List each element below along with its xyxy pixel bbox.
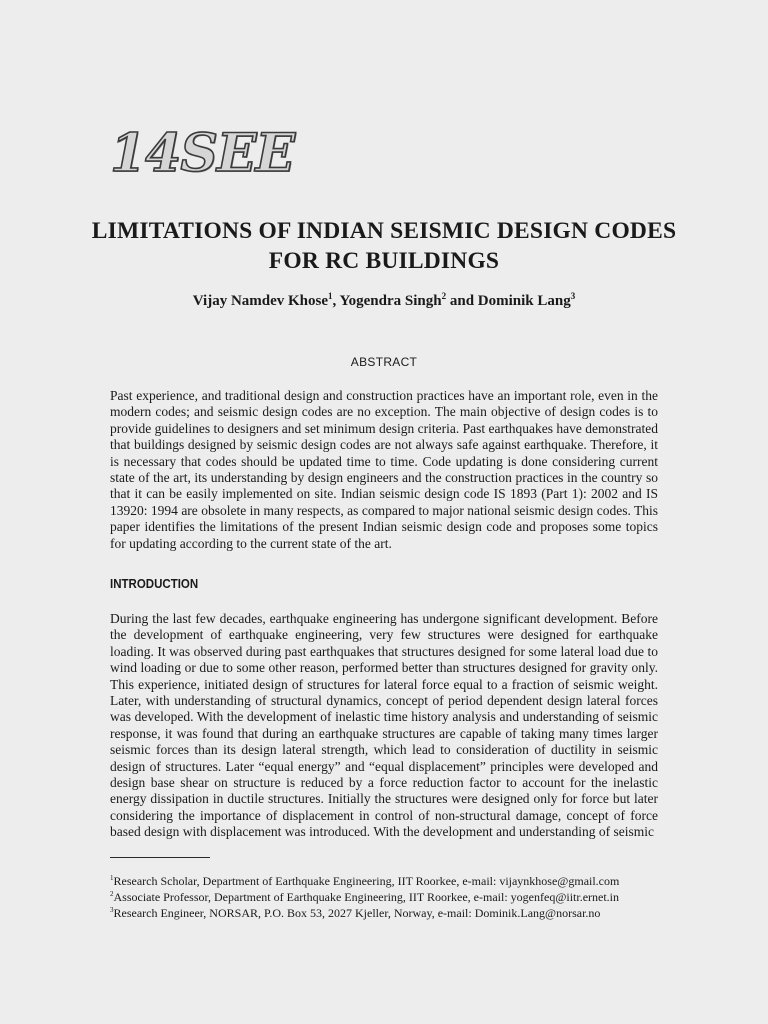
- introduction-heading: INTRODUCTION: [110, 577, 199, 591]
- author-affiliation-mark: 2: [441, 291, 447, 301]
- introduction-paragraph: During the last few decades, earthquake engineering has undergone significant development. Before the development of earthquake engineering, very few structures were designed for earthquake loading. It was observed during past earthquakes that structures designed for some lateral load due to wind loading or due to some other reason, performed better than structures designed for gravity only. This experience, initiated design of structures for lateral force equal to a fraction of seismic weight. Later, with understanding of structural dynamics, concept of period dependent design lateral forces was developed. With the development of inelastic time history analysis and understanding of seismic response, it was found that during an earthquake structures are capable of taking many times larger seismic forces than its design lateral strength, which lead to consideration of ductility in seismic design of structures. Later “equal energy” and “equal displacement” principles were developed and design base shear on structure is reduced by a force reduction factor to account for the inelastic energy dissipation in ductile structures. Initially the structures were designed only for force but later considering the importance of displacement in control of non-structural damage, concept of force based design with displacement was introduced. With the development and understanding of seismic: [110, 611, 658, 840]
- footnote-text: Research Scholar, Department of Earthquake Engineering, IIT Roorkee, e-mail: vijaynkhose@gmail.com: [113, 874, 620, 888]
- author-name: Dominik Lang: [477, 293, 571, 309]
- author-separator: and: [446, 293, 478, 309]
- abstract-heading: ABSTRACT: [350, 355, 418, 369]
- conference-logo: 14SEE: [110, 123, 295, 184]
- footnote-mark: 3: [110, 906, 114, 914]
- footnote-text: Associate Professor, Department of Earthquake Engineering, IIT Roorkee, e-mail: yogenfeq@iitr.ernet.in: [113, 890, 620, 904]
- footnote-item: [110, 905, 670, 921]
- footnote-mark: 1: [110, 874, 114, 882]
- footnotes: [110, 873, 670, 921]
- author-affiliation-mark: 1: [328, 291, 333, 301]
- author-affiliation-mark: 3: [570, 291, 576, 301]
- author-name: Vijay Namdev Khose: [192, 293, 329, 309]
- abstract-paragraph: Past experience, and traditional design and construction practices have an important role, even in the modern codes; and seismic design codes are no exception. The main objective of design codes is to provide guidelines to designers and set minimum design criteria. Past earthquakes have demonstrated that buildings designed by seismic design codes are not always safe against earthquake. Therefore, it is necessary that codes should be updated time to time. Code updating is done considering current state of the art, its understanding by design engineers and the construction practices in the country so that it can be easily implemented on site. Indian seismic design code IS 1893 (Part 1): 2002 and IS 13920: 1994 are obsolete in many respects, as compared to major national seismic design codes. This paper identifies the limitations of the present Indian seismic design code and proposes some topics for updating according to the current state of the art.: [110, 388, 658, 551]
- author-line: [80, 291, 688, 311]
- paper-title: LIMITATIONS OF INDIAN SEISMIC DESIGN CODES FOR RC BUILDINGS: [91, 218, 677, 274]
- author-name: Yogendra Singh: [339, 293, 442, 309]
- footnote-text: Research Engineer, NORSAR, P.O. Box 53, 2027 Kjeller, Norway, e-mail: Dominik.Lang@norsar.no: [113, 906, 601, 920]
- footnote-mark: 2: [110, 890, 114, 898]
- footnote-item: [110, 873, 670, 889]
- footnote-divider: [110, 857, 210, 858]
- author-separator: ,: [332, 293, 340, 309]
- footnote-item: [110, 889, 670, 905]
